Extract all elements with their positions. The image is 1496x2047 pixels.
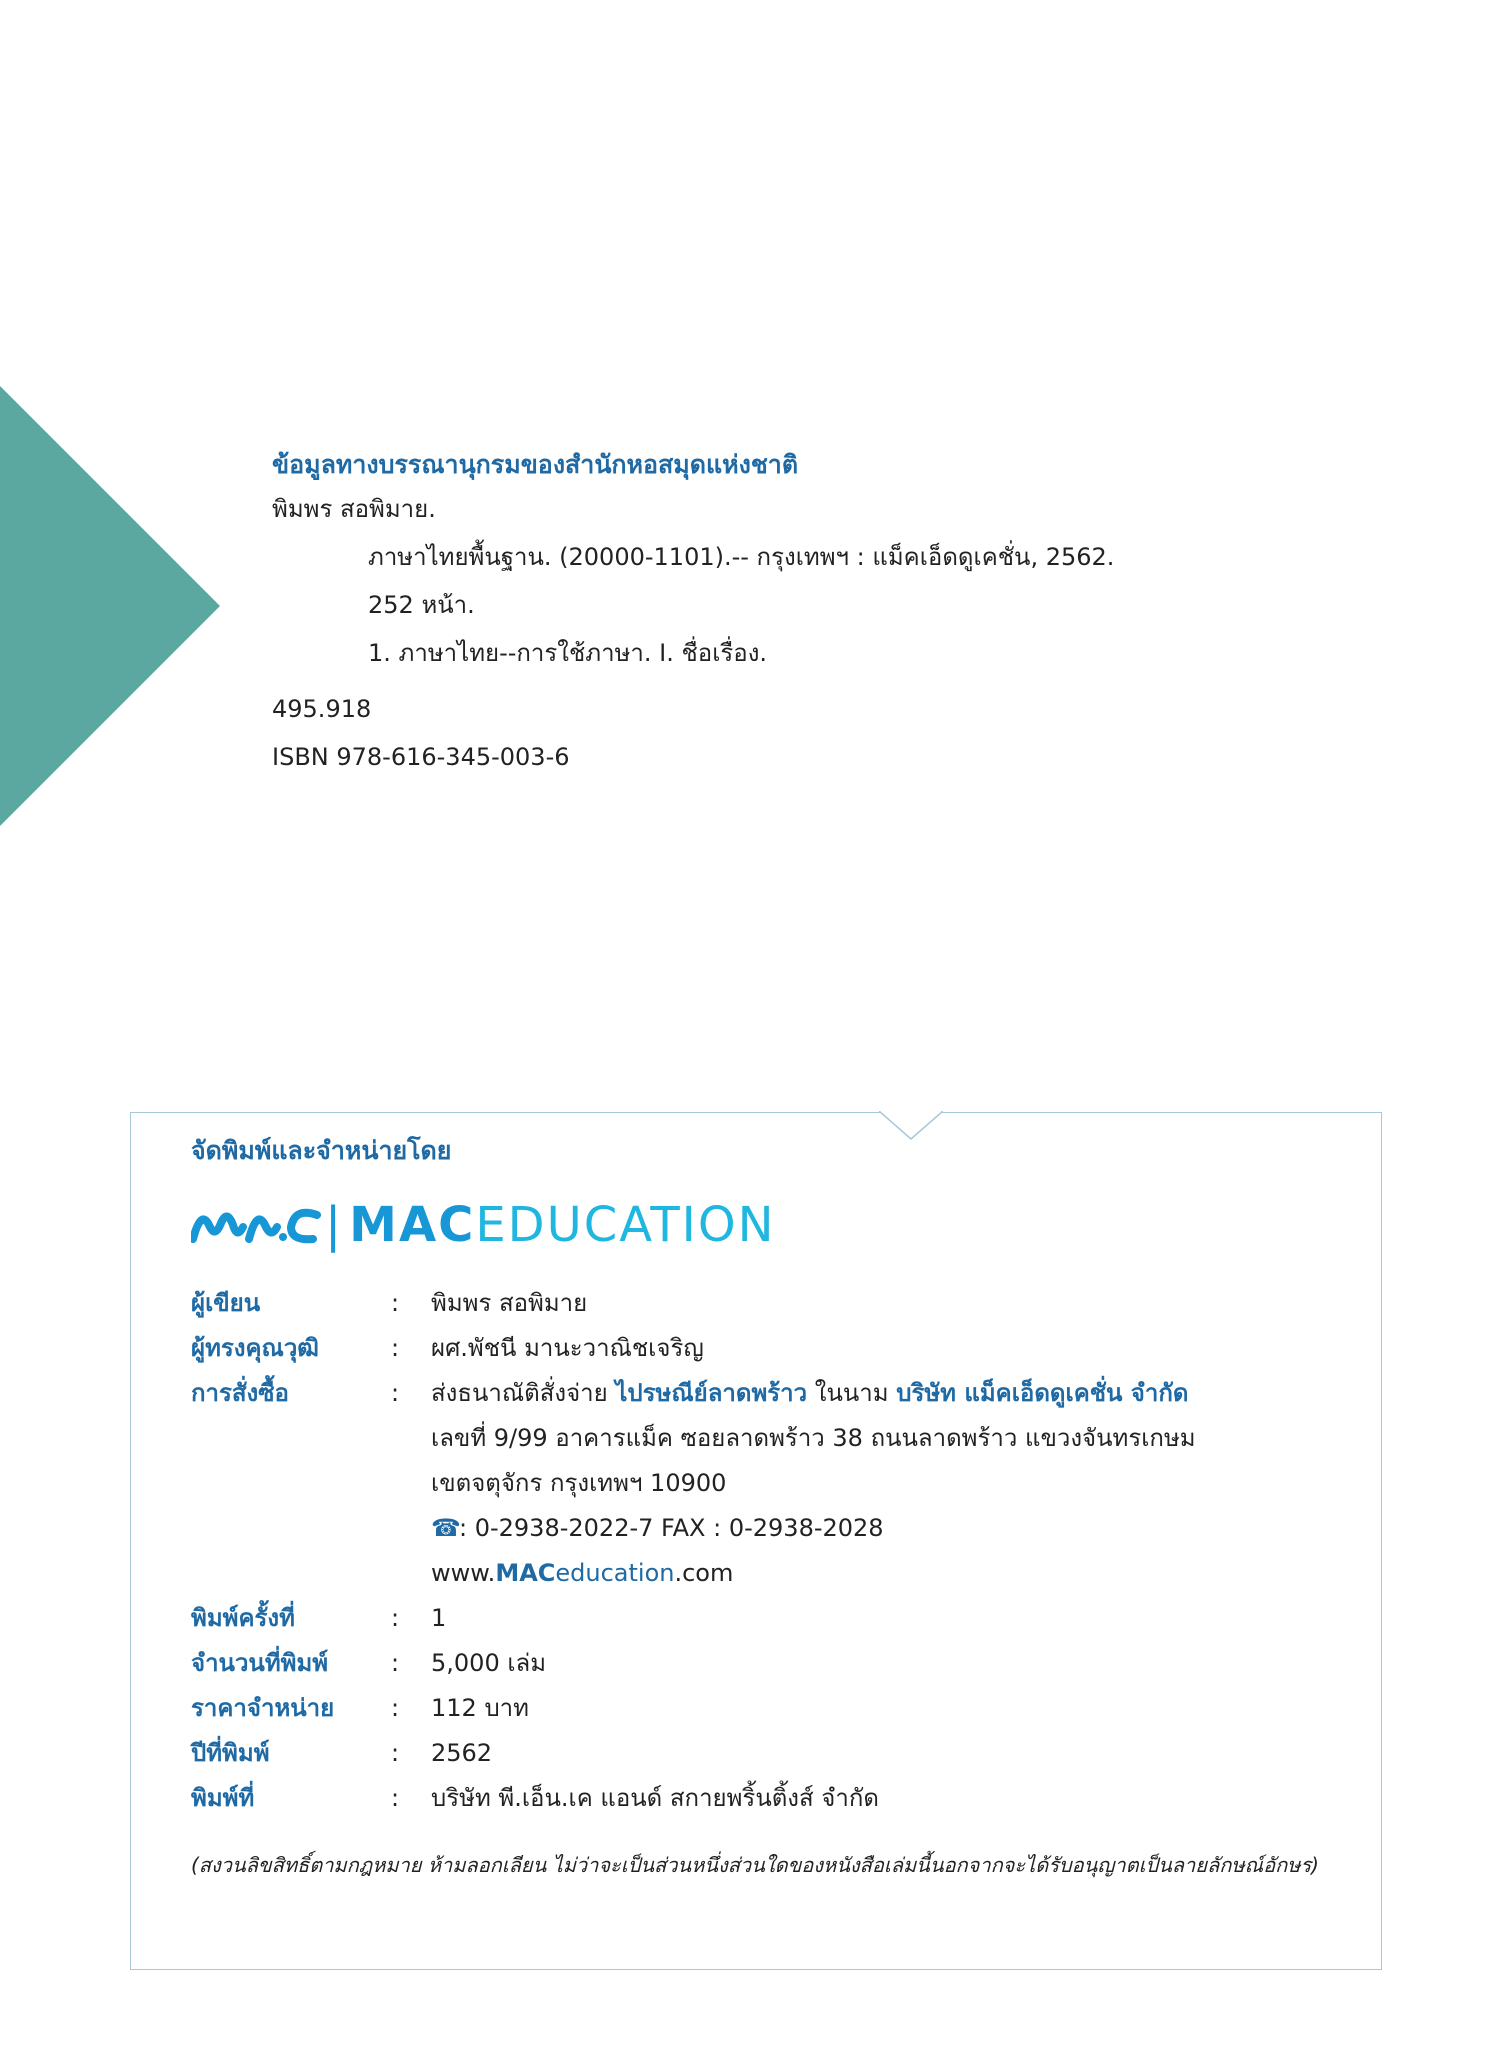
row-price bbox=[191, 1686, 1341, 1731]
publisher-heading: จัดพิมพ์และจำหน่ายโดย bbox=[191, 1136, 452, 1165]
row-reviewer bbox=[191, 1326, 1341, 1371]
label-edition: พิมพ์ครั้งที่ bbox=[191, 1604, 295, 1632]
cip-author: พิมพร สอพิมาย. bbox=[272, 495, 436, 523]
label-year: ปีที่พิมพ์ bbox=[191, 1739, 270, 1767]
value-order: ส่งธนาณัติสั่งจ่าย ไปรษณีย์ลาดพร้าว ในนาม บริษัท แม็คเอ็ดดูเคชั่น จำกัด bbox=[431, 1379, 1189, 1407]
order-website[interactable]: www.MACeducation.com bbox=[431, 1559, 734, 1587]
row-printer bbox=[191, 1776, 1341, 1821]
row-edition bbox=[191, 1596, 1341, 1641]
copyright-note: (สงวนลิขสิทธิ์ตามกฎหมาย ห้ามลอกเลียน ไม่ว่าจะเป็นส่วนหนึ่งส่วนใดของหนังสือเล่มนี้นอกจากจะได้รับอนุญาตเป็นลายลักษณ์อักษร) bbox=[191, 1853, 1319, 1877]
order-address-2: เขตจตุจักร กรุงเทพฯ 10900 bbox=[431, 1469, 727, 1497]
logo-wordmark: | MACEDUCATION bbox=[325, 1197, 776, 1253]
colon: : bbox=[391, 1334, 400, 1362]
decorative-triangle bbox=[0, 386, 220, 826]
row-year bbox=[191, 1731, 1341, 1776]
telephone-icon: ☎ bbox=[431, 1514, 461, 1542]
box-notch bbox=[879, 1111, 943, 1141]
cataloging-in-publication bbox=[272, 445, 1272, 781]
value-copies: 5,000 เล่ม bbox=[431, 1649, 547, 1677]
label-printer: พิมพ์ที่ bbox=[191, 1784, 255, 1812]
colon: : bbox=[391, 1649, 400, 1677]
colon: : bbox=[391, 1289, 400, 1317]
colon: : bbox=[391, 1739, 400, 1767]
row-author bbox=[191, 1281, 1341, 1326]
publisher-details bbox=[191, 1281, 1341, 1821]
publisher-info-box bbox=[130, 1112, 1382, 1970]
mac-logo-icon bbox=[191, 1203, 321, 1247]
label-copies: จำนวนที่พิมพ์ bbox=[191, 1649, 329, 1677]
value-author: พิมพร สอพิมาย bbox=[431, 1289, 588, 1317]
value-year: 2562 bbox=[431, 1739, 493, 1767]
value-price: 112 บาท bbox=[431, 1694, 529, 1722]
label-reviewer: ผู้ทรงคุณวุฒิ bbox=[191, 1334, 319, 1362]
label-price: ราคาจำหน่าย bbox=[191, 1694, 335, 1722]
cip-isbn: ISBN 978-616-345-003-6 bbox=[272, 743, 570, 771]
label-order: การสั่งซื้อ bbox=[191, 1379, 289, 1407]
colon: : bbox=[391, 1784, 400, 1812]
value-printer: บริษัท พี.เอ็น.เค แอนด์ สกายพริ้นติ้งส์ จำกัด bbox=[431, 1784, 879, 1812]
mac-education-logo bbox=[191, 1195, 776, 1255]
cip-classification: 495.918 bbox=[272, 695, 372, 723]
order-phone: ☎: 0-2938-2022-7 FAX : 0-2938-2028 bbox=[191, 1506, 1341, 1551]
colon: : bbox=[391, 1379, 400, 1407]
cip-line-title: ภาษาไทยพื้นฐาน. (20000-1101).-- กรุงเทพฯ : แม็คเอ็ดดูเคชั่น, 2562. bbox=[368, 543, 1115, 571]
cip-line-subject: 1. ภาษาไทย--การใช้ภาษา. I. ชื่อเรื่อง. bbox=[368, 639, 768, 667]
cip-line-pages: 252 หน้า. bbox=[368, 591, 475, 619]
row-order bbox=[191, 1371, 1341, 1416]
value-edition: 1 bbox=[431, 1604, 447, 1632]
label-author: ผู้เขียน bbox=[191, 1289, 261, 1317]
row-copies bbox=[191, 1641, 1341, 1686]
order-address-1: เลขที่ 9/99 อาคารแม็ค ซอยลาดพร้าว 38 ถนนลาดพร้าว แขวงจันทรเกษม bbox=[431, 1424, 1196, 1452]
colon: : bbox=[391, 1694, 400, 1722]
colon: : bbox=[391, 1604, 400, 1632]
cip-title: ข้อมูลทางบรรณานุกรมของสำนักหอสมุดแห่งชาติ bbox=[272, 450, 799, 479]
value-reviewer: ผศ.พัชนี มานะวาณิชเจริญ bbox=[431, 1334, 704, 1362]
